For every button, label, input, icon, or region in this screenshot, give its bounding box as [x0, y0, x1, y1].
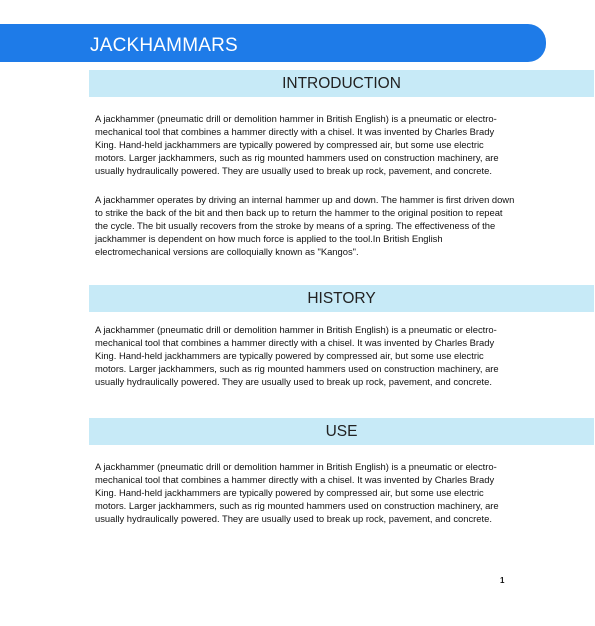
document-title: JACKHAMMARS — [90, 35, 238, 56]
section-heading-introduction: INTRODUCTION — [89, 70, 594, 97]
history-paragraph: A jackhammer (pneumatic drill or demolition hammer in British English) is a pneumatic or electro-mechanical tool that combines a hammer directly with a chisel. It was invented by Charles Brady King. Hand-held jackhammers are typically powered by compressed air, but some use electric motors. Larger jackhammers, such as rig mounted hammers used on construction machinery, are usually hydraulically powered. They are usually used to break up rock, pavement, and concrete. — [95, 324, 499, 387]
use-paragraph: A jackhammer (pneumatic drill or demolition hammer in British English) is a pneumatic or electro-mechanical tool that combines a hammer directly with a chisel. It was invented by Charles Brady King. Hand-held jackhammers are typically powered by compressed air, but some use electric motors. Larger jackhammers, such as rig mounted hammers used on construction machinery, are usually hydraulically powered. They are usually used to break up rock, pavement, and concrete. — [95, 461, 499, 524]
page-number: 1 — [500, 576, 505, 585]
section-heading-history: HISTORY — [89, 285, 594, 312]
introduction-paragraph-2: A jackhammer operates by driving an internal hammer up and down. The hammer is first driven down to strike the back of the bit and then back up to return the hammer to the original position to repeat the cycle. The bit usually recovers from the stroke by means of a spring. The effectiveness of the jackhammer is dependent on how much force is applied to the tool.In British English electromechanical versions are colloquially known as "Kangos". — [95, 194, 515, 257]
introduction-paragraph-1: A jackhammer (pneumatic drill or demolition hammer in British English) is a pneumatic or electro-mechanical tool that combines a hammer directly with a chisel. It was invented by Charles Brady King. Hand-held jackhammers are typically powered by compressed air, but some use electric motors. Larger jackhammers, such as rig mounted hammers used on construction machinery, are usually hydraulically powered. They are usually used to break up rock, pavement, and concrete. — [95, 113, 499, 176]
title-bar — [0, 24, 546, 62]
section-heading-use: USE — [89, 418, 594, 445]
